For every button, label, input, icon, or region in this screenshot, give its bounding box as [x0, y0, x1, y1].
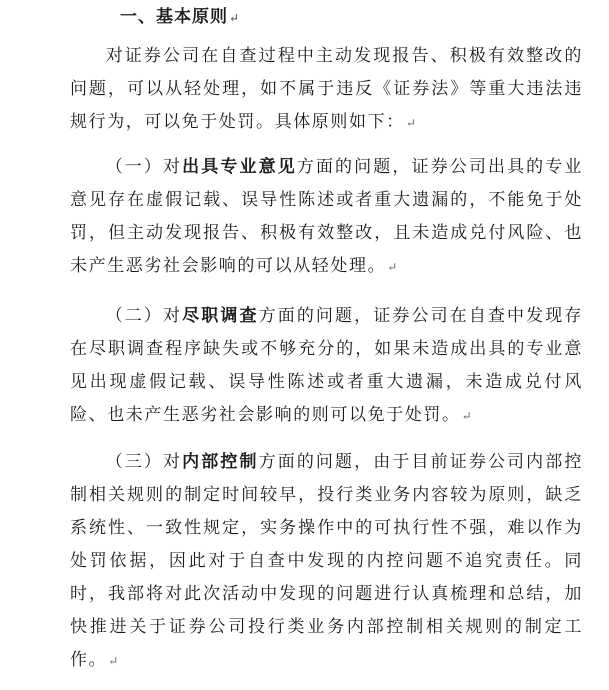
principle-prefix: （三）对 — [105, 452, 183, 472]
principle-item-2 — [70, 300, 583, 433]
principle-item-1 — [70, 151, 583, 284]
principle-prefix: （一）对 — [105, 157, 183, 177]
section-heading-text: 一、基本原则 — [120, 7, 228, 27]
paragraph-mark-icon: ↵ — [229, 11, 240, 25]
intro-text: 对证券公司在自查过程中主动发现报告、积极有效整改的问题，可以从轻处理，如不属于违反《证券法》等重大违法违规行为，可以免于处罚。具体原则如下： — [70, 46, 583, 132]
principle-text: 方面的问题，证券公司在自查中发现存在尽职调查程序缺失或不够充分的，如果未造成出具的专业意见出现虚假记载、误导性陈述或者重大遗漏，未造成兑付风险、也未产生恶劣社会影响的则可以免于处罚。 — [70, 306, 583, 425]
principle-keyword: 出具专业意见 — [182, 157, 297, 177]
paragraph-mark-icon: ↵ — [387, 260, 398, 274]
section-heading — [120, 6, 239, 29]
principle-keyword: 尽职调查 — [182, 306, 259, 326]
principle-text: 方面的问题，证券公司出具的专业意见存在虚假记载、误导性陈述或者重大遗漏的，不能免于处罚，但主动发现报告、积极有效整改，且未造成兑付风险、也未产生恶劣社会影响的可以从轻处理。 — [70, 157, 584, 276]
paragraph-mark-icon: ↵ — [405, 116, 416, 130]
paragraph-mark-icon: ↵ — [108, 654, 119, 668]
principle-keyword: 内部控制 — [182, 452, 259, 472]
principle-text: 方面的问题，由于目前证券公司内部控制相关规则的制定时间较早，投行类业务内容较为原则，缺乏系统性、一致性规定，实务操作中的可执行性不强，难以作为处罚依据，因此对于自查中发现的内控问题不追究责任。同时，我部将对此次活动中发现的问题进行认真梳理和总结，加快推进关于证券公司投行类业务内部控制相关规则的制定工作。 — [70, 452, 583, 670]
paragraph-mark-icon: ↵ — [461, 409, 472, 423]
intro-paragraph — [70, 40, 583, 140]
principle-prefix: （二）对 — [105, 306, 183, 326]
principle-item-3 — [70, 446, 583, 678]
